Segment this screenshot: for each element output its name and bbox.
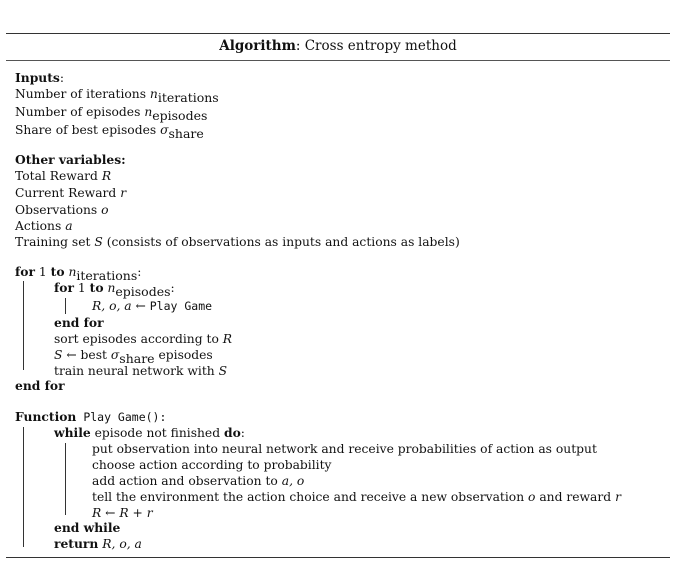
end-while: end while [54,520,121,535]
while-body-line-4: tell the environment the action choice and receive a new observation o and reward r [92,490,621,504]
caption-rule [6,60,670,61]
while-body-line-1: put observation into neural network and receive probabilities of action as output [92,442,597,456]
while-line: while episode not finished do: [54,425,245,440]
while-body-line-2: choose action according to probability [92,458,332,472]
best-episodes-line: S ← best σshare episodes [54,348,213,366]
caption-text: : Cross entropy method [295,38,457,54]
while-bar [65,443,66,515]
var-total-reward: Total Reward R [15,169,112,183]
return-line: return R, o, a [54,536,142,551]
outer-loop-bar [23,281,24,370]
inner-loop-bar [65,298,66,314]
function-bar [23,427,24,547]
top-rule [6,33,670,34]
input-iterations: Number of iterations niterations [15,87,219,105]
inner-end-for: end for [54,315,104,330]
input-episodes: Number of episodes nepisodes [15,105,208,123]
outer-for-line: for 1 to niterations: [15,264,142,283]
var-current-reward: Current Reward r [15,186,127,200]
inputs-heading: Inputs: [15,70,64,85]
while-body-line-3: add action and observation to a, o [92,474,305,488]
var-actions: Actions a [15,219,73,233]
algorithm-caption [0,38,676,54]
function-header: Function Play Game(): [15,409,167,424]
var-training-set: Training set S (consists of observations as inputs and actions as labels) [15,235,460,249]
train-network-line: train neural network with S [54,364,228,378]
var-observations: Observations o [15,203,109,217]
input-share: Share of best episodes σshare [15,123,204,141]
reward-update-line: R ← R + r [92,506,153,520]
outer-end-for: end for [15,378,65,393]
caption-label: Algorithm [219,38,296,54]
play-game-assignment: R, o, a ← Play Game [92,299,213,313]
sort-episodes-line: sort episodes according to R [54,332,233,346]
bottom-rule [6,557,670,558]
other-variables-heading: Other variables: [15,152,126,167]
inner-for-line: for 1 to nepisodes: [54,280,175,299]
